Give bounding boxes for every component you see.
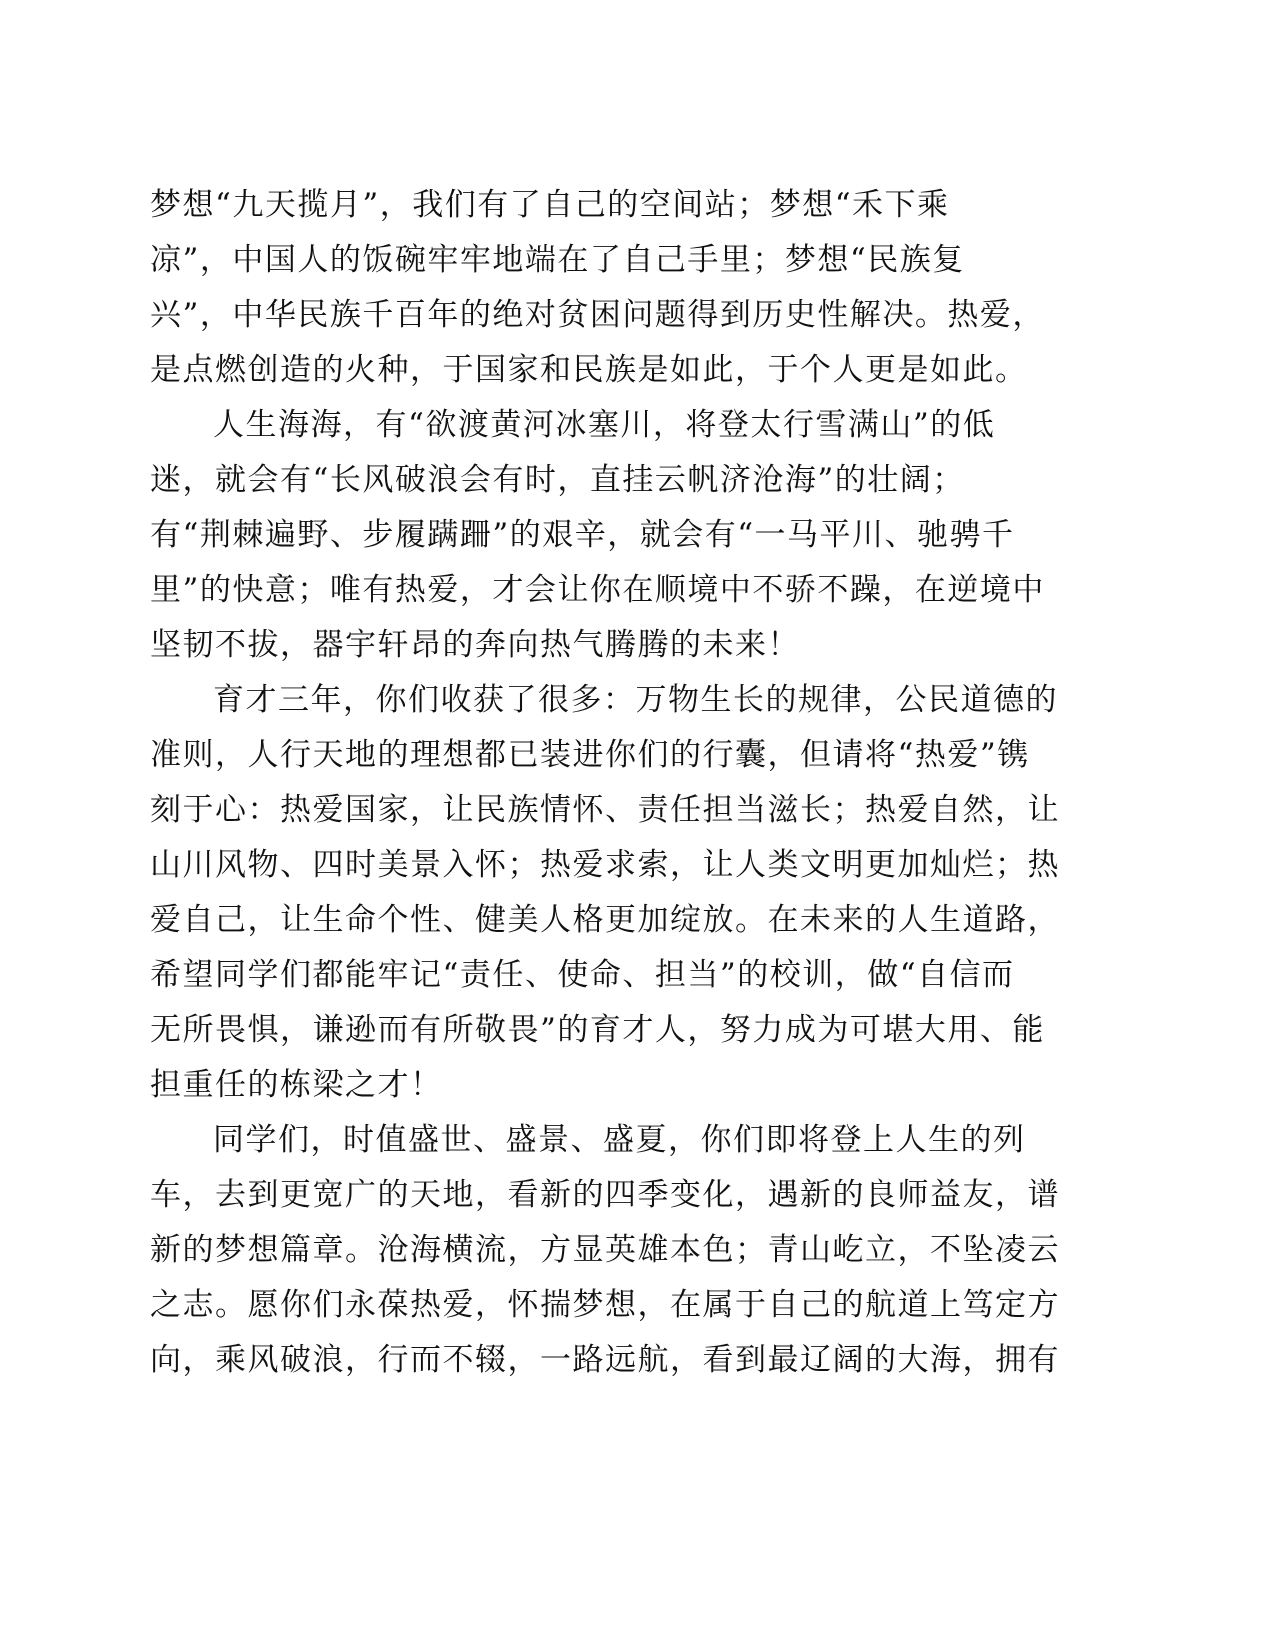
- text-line: 有“荆棘遍野、步履蹒跚”的艰辛，就会有“一马平川、驰骋千: [150, 517, 1015, 553]
- text-line: 之志。愿你们永葆热爱，怀揣梦想，在属于自己的航道上笃定方: [150, 1287, 1060, 1323]
- text-line: 坚韧不拔，器宇轩昂的奔向热气腾腾的未来！: [150, 627, 800, 663]
- text-line: 凉”，中国人的饭碗牢牢地端在了自己手里；梦想“民族复: [150, 242, 965, 278]
- text-line: 梦想“九天揽月”，我们有了自己的空间站；梦想“禾下乘: [150, 187, 950, 223]
- text-line-paragraph-start: 人生海海，有“欲渡黄河冰塞川，将登太行雪满山”的低: [213, 407, 996, 443]
- text-line: 希望同学们都能牢记“责任、使命、担当”的校训，做“自信而: [150, 957, 1015, 993]
- text-line: 是点燃创造的火种，于国家和民族是如此，于个人更是如此。: [150, 352, 1028, 388]
- text-line: 兴”，中华民族千百年的绝对贫困问题得到历史性解决。热爱，: [150, 297, 1045, 333]
- text-line: 刻于心：热爱国家，让民族情怀、责任担当滋长；热爱自然，让: [150, 792, 1060, 828]
- text-line: 车，去到更宽广的天地，看新的四季变化，遇新的良师益友，谱: [150, 1177, 1060, 1213]
- text-line: 爱自己，让生命个性、健美人格更加绽放。在未来的人生道路，: [150, 902, 1060, 938]
- text-line: 新的梦想篇章。沧海横流，方显英雄本色；青山屹立，不坠凌云: [150, 1232, 1060, 1268]
- text-line: 山川风物、四时美景入怀；热爱求索，让人类文明更加灿烂；热: [150, 847, 1060, 883]
- text-line: 准则，人行天地的理想都已装进你们的行囊，但请将“热爱”镌: [150, 737, 1030, 773]
- text-line: 里”的快意；唯有热爱，才会让你在顺境中不骄不躁，在逆境中: [150, 572, 1045, 608]
- text-line: 迷，就会有“长风破浪会有时，直挂云帆济沧海”的壮阔；: [150, 462, 965, 498]
- text-line-paragraph-start: 同学们，时值盛世、盛景、盛夏，你们即将登上人生的列: [213, 1122, 1026, 1158]
- text-line-paragraph-start: 育才三年，你们收获了很多：万物生长的规律，公民道德的: [213, 682, 1058, 718]
- text-line: 无所畏惧，谦逊而有所敬畏”的育才人，努力成为可堪大用、能: [150, 1012, 1045, 1048]
- text-line: 向，乘风破浪，行而不辍，一路远航，看到最辽阔的大海，拥有: [150, 1342, 1060, 1378]
- text-line: 担重任的栋梁之才！: [150, 1067, 443, 1103]
